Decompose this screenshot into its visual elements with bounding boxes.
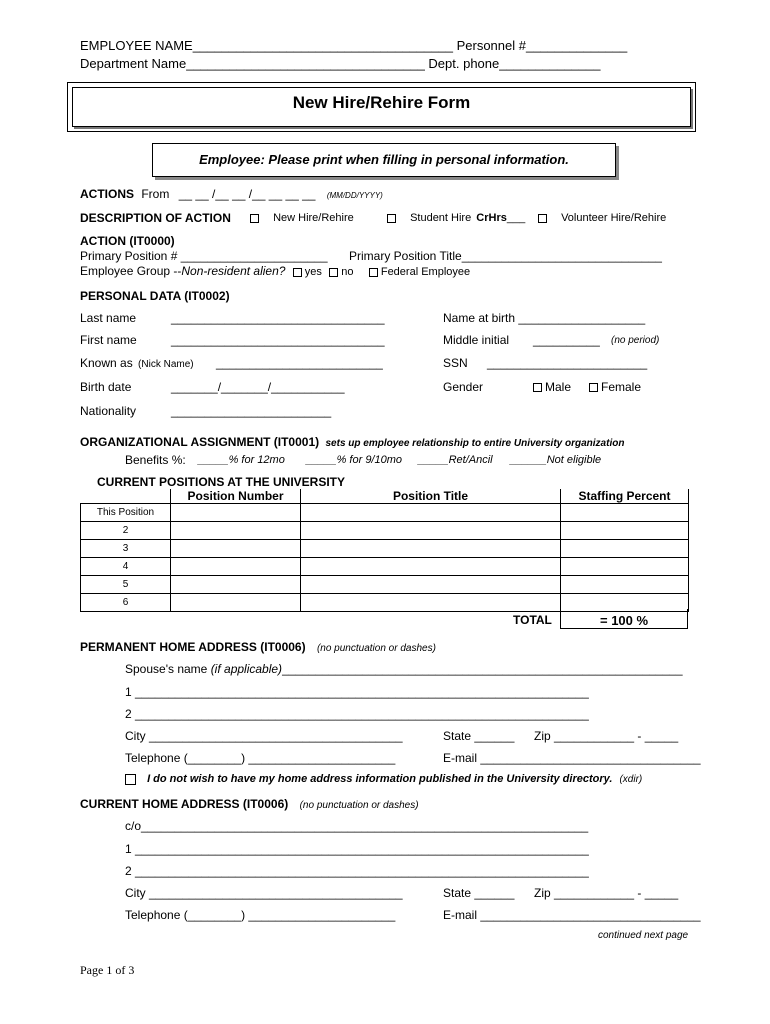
permanent-line2-field[interactable]: 2 ____________________________________________________________________ [125,707,589,721]
table-row [81,576,689,594]
directory-optout-row[interactable] [125,773,642,785]
no-option[interactable] [329,266,353,278]
first-name-label: First name [80,333,137,347]
directory-optout-label: I do not wish to have my home address information published in the University directory. [147,773,613,785]
row-label: This Position [81,504,171,522]
permanent-email-field[interactable]: E-mail _________________________________ [443,751,701,765]
table-row [81,504,689,522]
current-line2-field[interactable]: 2 ____________________________________________________________________ [125,864,589,878]
row-label: 6 [81,594,171,612]
male-option[interactable] [533,380,571,394]
employee-group-label: Employee Group -- [80,264,182,278]
last-name-label: Last name [80,311,137,325]
permanent-address-row [80,640,436,654]
benefits-label: Benefits %: [125,453,186,467]
row-label: 2 [81,522,171,540]
checkbox-icon[interactable] [387,214,396,223]
header-blank-cell [81,489,171,504]
ssn-field[interactable]: ________________________ [487,356,648,370]
total-value: = 100 % [600,613,649,628]
male-label: Male [545,380,572,394]
page-number: Page 1 of 3 [80,963,135,977]
permanent-address-heading: PERMANENT HOME ADDRESS (IT0006) [80,640,306,654]
current-zip-field[interactable]: Zip ____________ - _____ [534,886,679,900]
permanent-city-field[interactable]: City ______________________________________ [125,729,403,743]
col-position-title: Position Title [301,489,561,504]
spouse-label: Spouse's name [125,662,208,676]
female-label: Female [601,380,642,394]
volunteer-label: Volunteer Hire/Rehire [561,212,667,224]
primary-position-title-field[interactable]: Primary Position Title______________________________ [349,249,662,263]
checkbox-icon[interactable] [538,214,547,223]
staffing-percent-cell[interactable] [561,540,689,558]
table-row [81,558,689,576]
from-label: From [141,187,170,201]
spouse-hint: (if applicable) [210,662,283,676]
federal-option[interactable] [369,266,470,278]
position-title-cell[interactable] [301,540,561,558]
birth-date-field[interactable]: _______/_______/___________ [171,380,345,394]
xdir-hint: (xdir) [619,774,643,785]
middle-initial-field[interactable]: __________ [533,333,600,347]
first-name-field[interactable]: ________________________________ [171,333,385,347]
position-number-cell[interactable] [171,594,301,612]
known-as-field[interactable]: _________________________ [216,356,383,370]
last-name-field[interactable]: ________________________________ [171,311,385,325]
position-number-cell[interactable] [171,540,301,558]
no-period-hint: (no period) [611,335,660,346]
department-name-line[interactable]: Department Name_________________________________ Dept. phone______________ [80,56,601,71]
position-title-cell[interactable] [301,504,561,522]
title-box [67,82,696,132]
org-assignment-heading: ORGANIZATIONAL ASSIGNMENT (IT0001) [80,435,320,449]
crhrs-label: CrHrs [476,212,507,224]
yes-option[interactable] [293,266,322,278]
benefits-910mo-field[interactable]: _____% for 9/10mo [306,454,403,466]
employee-name-line[interactable]: EMPLOYEE NAME____________________________________ Personnel #______________ [80,38,628,53]
spouse-field[interactable]: ____________________________________________________________ [282,662,683,676]
description-label-text: DESCRIPTION OF ACTION [80,211,231,225]
known-as-label: Known as [80,356,133,370]
position-number-cell[interactable] [171,558,301,576]
staffing-percent-cell[interactable] [561,558,689,576]
action-it0000-heading: ACTION (IT0000) [80,234,175,248]
position-number-cell[interactable] [171,522,301,540]
table-row [81,540,689,558]
row-label: 4 [81,558,171,576]
nationality-field[interactable]: ________________________ [171,404,332,418]
student-hire-option[interactable] [387,212,525,224]
checkbox-icon[interactable] [125,774,136,785]
primary-position-field[interactable]: Primary Position # ______________________ [80,249,328,263]
current-address-row [80,797,419,811]
position-number-cell[interactable] [171,504,301,522]
current-line1-field[interactable]: 1 ____________________________________________________________________ [125,842,589,856]
ssn-label: SSN [443,356,468,370]
permanent-zip-field[interactable]: Zip ____________ - _____ [534,729,679,743]
notice-text: Employee: Please print when filling in personal information. [199,152,569,167]
staffing-percent-cell[interactable] [561,522,689,540]
row-label: 5 [81,576,171,594]
position-title-cell[interactable] [301,576,561,594]
not-eligible-field[interactable]: ______Not eligible [510,454,602,466]
row-label: 3 [81,540,171,558]
name-at-birth-field[interactable]: Name at birth ___________________ [443,311,646,325]
actions-label: ACTIONS [80,187,134,201]
current-address-heading: CURRENT HOME ADDRESS (IT0006) [80,797,289,811]
continued-note: continued next page [598,930,689,941]
permanent-state-field[interactable]: State ______ [443,729,515,743]
total-label: TOTAL [513,613,552,627]
yes-label: yes [304,266,322,278]
benefits-12mo-field[interactable]: _____% for 12mo [198,454,285,466]
crhrs-field[interactable]: ___ [506,212,526,224]
current-positions-heading: CURRENT POSITIONS AT THE UNIVERSITY [97,475,346,489]
female-option[interactable] [589,380,641,394]
volunteer-option[interactable] [538,212,666,224]
federal-label: Federal Employee [380,266,471,278]
position-title-cell[interactable] [301,522,561,540]
positions-header-row [81,489,689,504]
org-assignment-row [80,435,624,449]
student-hire-label: Student Hire [410,212,472,224]
position-title-cell[interactable] [301,594,561,612]
spouse-row[interactable] [125,662,683,676]
permanent-line1-field[interactable]: 1 ____________________________________________________________________ [125,685,589,699]
birth-date-label: Birth date [80,380,132,394]
current-state-field[interactable]: State ______ [443,886,515,900]
col-staffing-percent: Staffing Percent [561,489,689,504]
positions-table [80,489,689,612]
checkbox-icon[interactable] [533,383,542,392]
date-hint: (MM/DD/YYYY) [326,191,383,200]
current-email-field[interactable]: E-mail _________________________________ [443,908,701,922]
actions-row [80,187,383,201]
position-title-cell[interactable] [301,558,561,576]
new-hire-label: New Hire/Rehire [273,212,354,224]
nonresident-label: Non-resident alien? [181,264,286,278]
checkbox-icon[interactable] [293,268,302,277]
known-as-row [80,356,194,370]
checkbox-icon[interactable] [329,268,338,277]
permanent-telephone-field[interactable]: Telephone (________) ______________________ [125,751,396,765]
table-row [81,522,689,540]
position-number-cell[interactable] [171,576,301,594]
form-title: New Hire/Rehire Form [292,93,471,112]
current-co-field[interactable]: c/o___________________________________________________________________ [125,819,589,833]
col-position-number: Position Number [171,489,301,504]
gender-label: Gender [443,380,484,394]
from-date-field[interactable]: __ __ /__ __ /__ __ __ __ [178,187,316,201]
personal-data-heading: PERSONAL DATA (IT0002) [80,289,230,303]
ret-ancil-field[interactable]: _____Ret/Ancil [418,454,493,466]
middle-initial-label: Middle initial [443,333,510,347]
checkbox-icon[interactable] [250,214,259,223]
notice-box [152,143,616,177]
staffing-percent-cell[interactable] [561,504,689,522]
checkbox-icon[interactable] [369,268,378,277]
nationality-label: Nationality [80,404,137,418]
new-hire-option[interactable] [250,212,354,224]
current-telephone-field[interactable]: Telephone (________) ______________________ [125,908,396,922]
org-assignment-note: sets up employee relationship to entire University organization [325,438,625,449]
employee-group-row [80,264,470,278]
staffing-percent-cell[interactable] [561,576,689,594]
permanent-address-note: (no punctuation or dashes) [316,643,436,654]
checkbox-icon[interactable] [589,383,598,392]
no-label: no [341,266,354,278]
description-of-action-label [80,211,231,225]
current-city-field[interactable]: City ______________________________________ [125,886,403,900]
current-address-note: (no punctuation or dashes) [299,800,419,811]
nick-name-hint: (Nick Name) [138,359,194,370]
